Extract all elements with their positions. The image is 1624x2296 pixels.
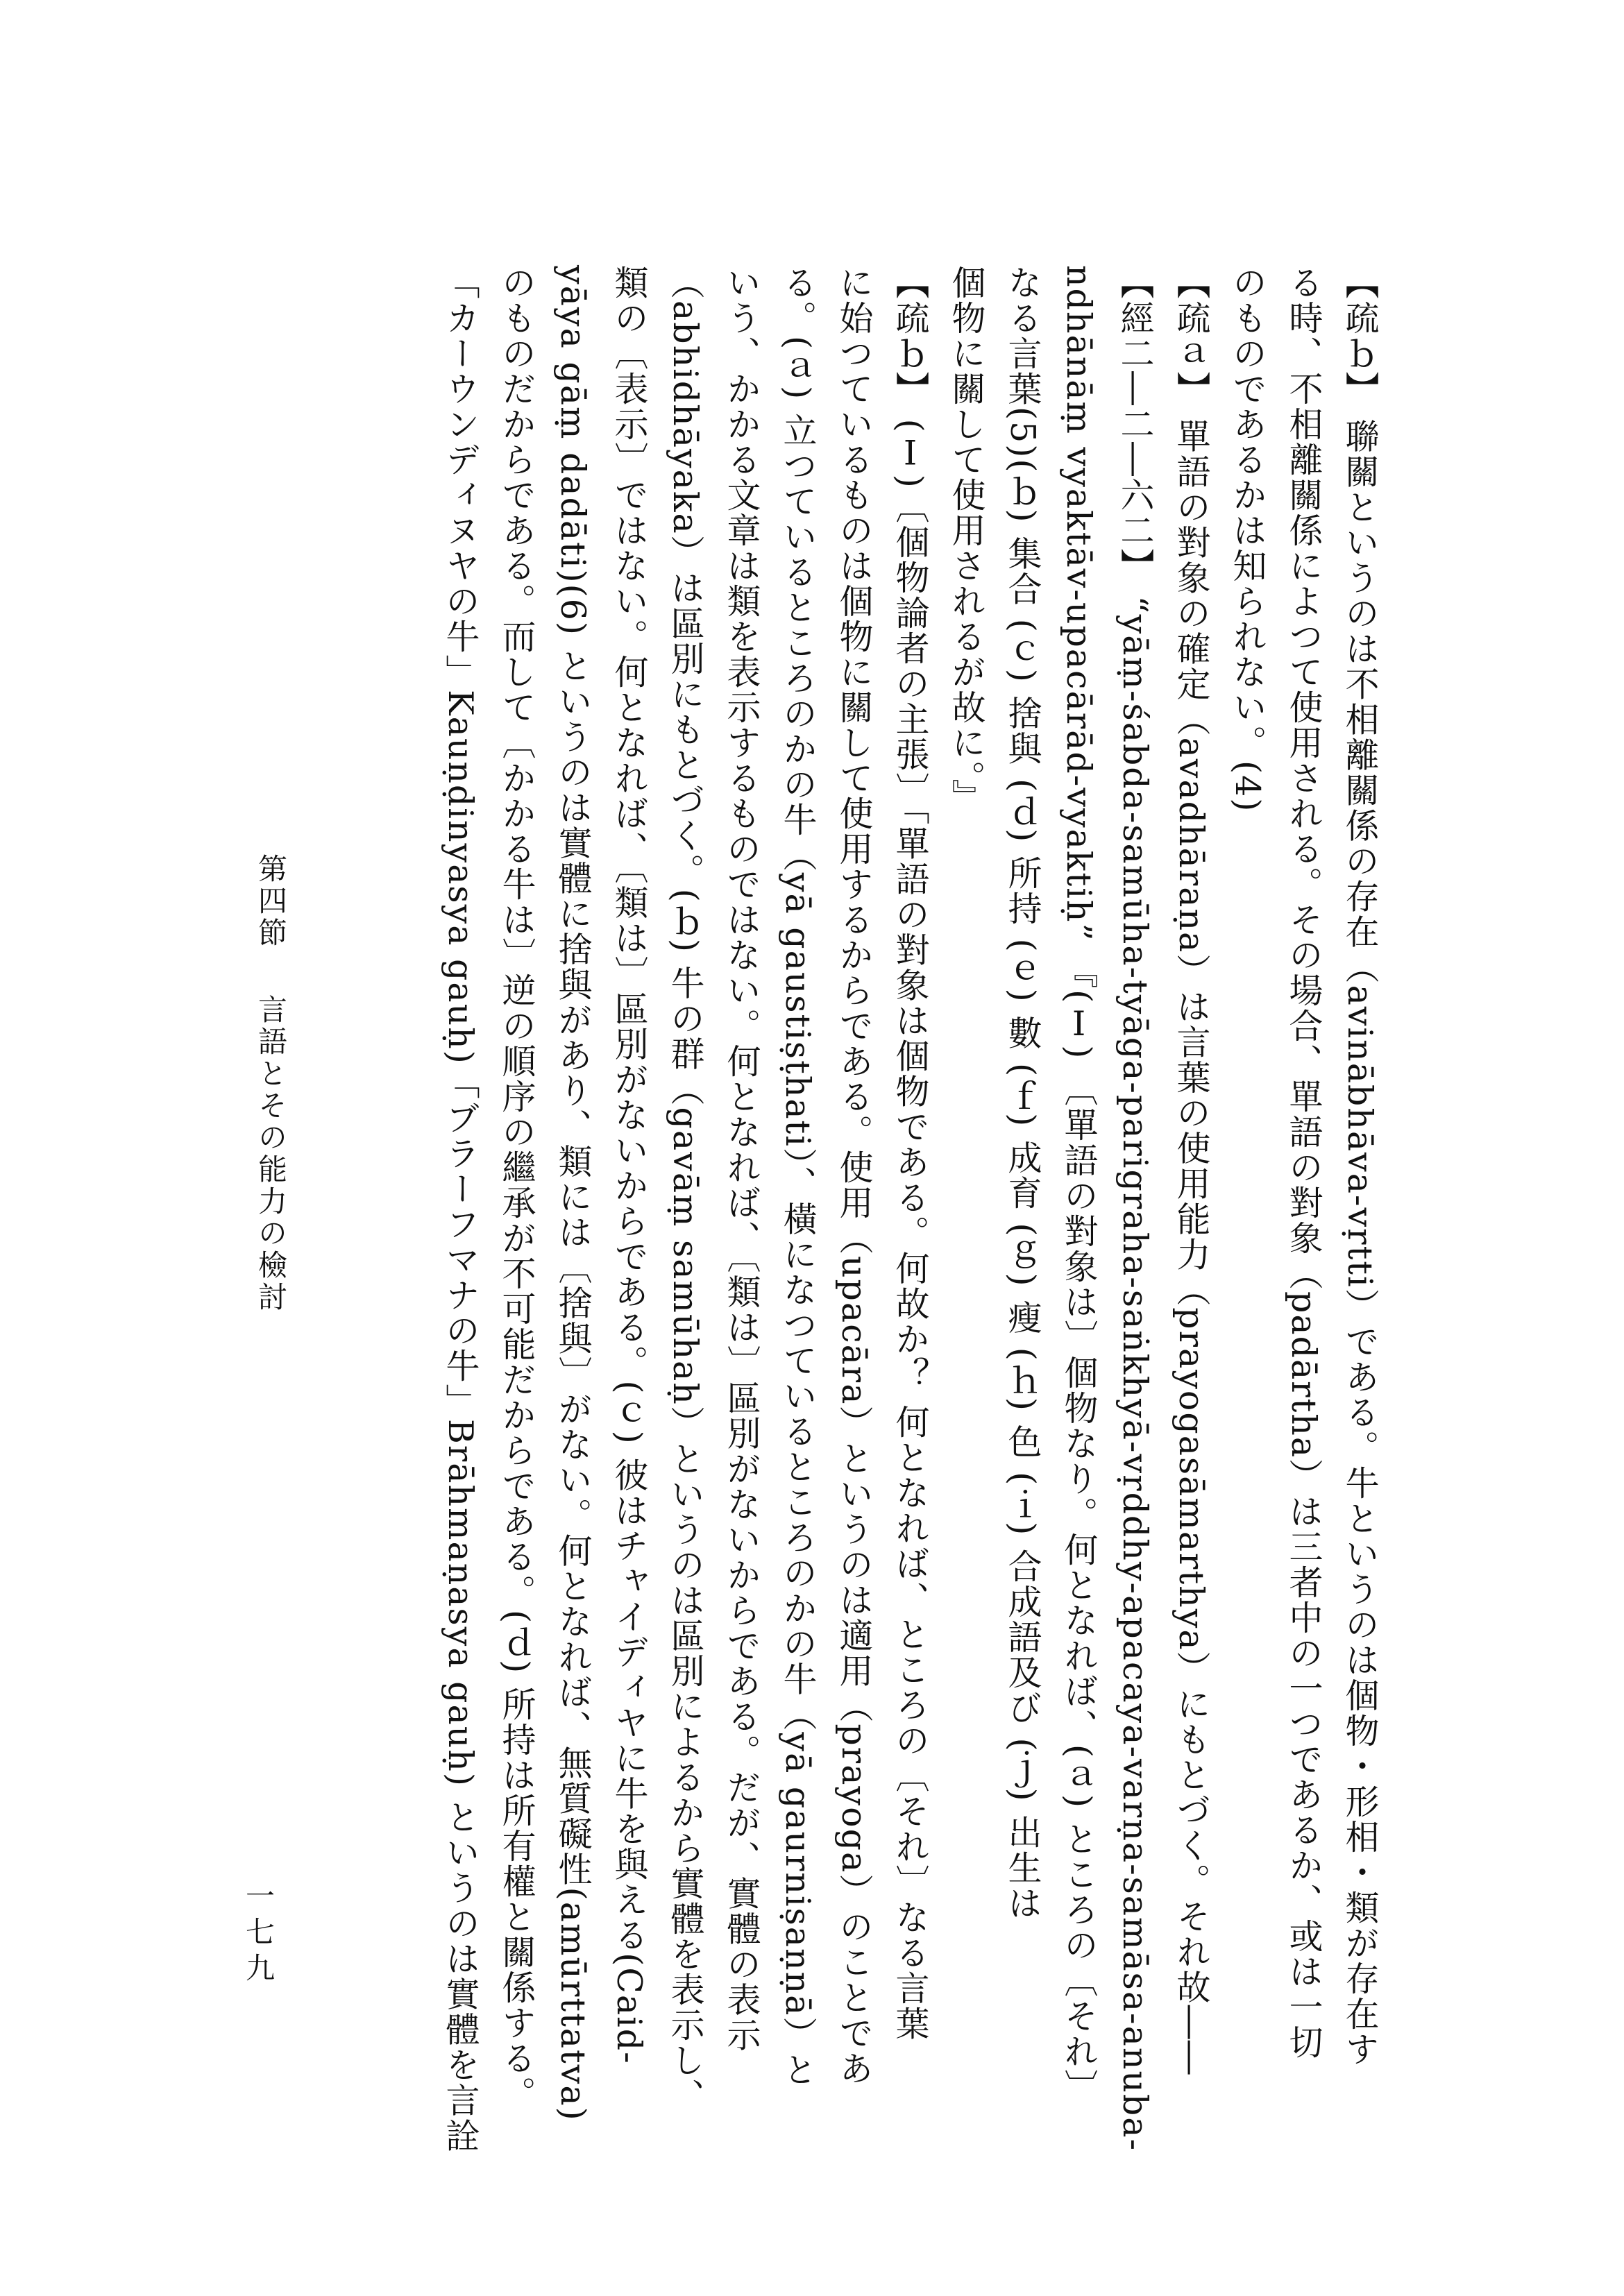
text-line: 類の〔表示〕ではない。何となれば、〔類は〕區別がないからである。(ｃ) 彼はチャイディヤに牛を與える(Caid- xyxy=(609,265,649,2065)
text-line: る。(ａ) 立つているところのかの牛（yā gaustiṣṭhati）、橫になつているところのかの牛（yā gaurniṣaṇṇā）と xyxy=(778,265,818,2088)
text-line: のものだからである。而して〔かかる牛は〕逆の順序の繼承が不可能だからである。(ｄ) 所持は所有權と關係する。 xyxy=(497,265,536,2111)
text-line: に始つているものは個物に關して使用するからである。使用（upacāra）というのは適用（prayoga）のことであ xyxy=(834,265,874,2086)
text-line: なる言葉(5)(ｂ) 集合 (ｃ) 捨與 (ｄ) 所持 (ｅ) 數 (ｆ) 成育 (ｇ) 瘦 (ｈ) 色 (ｉ) 合成語及び (ｊ) 出生は xyxy=(1003,265,1042,1921)
text-line: 個物に關して使用されるが故に。』 xyxy=(947,265,986,815)
page-number: 一七九 xyxy=(242,1880,276,1989)
text-line: ndhānāṃ vyaktāv-upacārād-vyaktiḥ” 『(Ⅰ) 〔單語の對象は〕個物なり。何となれば、(ａ) ところの〔それ〕 xyxy=(1059,265,1099,2104)
text-line: る時、不相離關係によつて使用される。その場合、單語の對象（padārtha）は三者中の一つであるか、或は一切 xyxy=(1284,265,1323,2061)
text-line: 【疏ｂ】 (Ⅰ)〔個物論者の主張〕「單語の對象は個物である。何故か？ 何となれば、ところの〔それ〕なる言葉 xyxy=(890,265,930,2041)
body-text xyxy=(416,265,1388,2154)
text-line: 「カーウンディヌヤの牛」Kauṇḍinyasya gauḥ)「ブラーフマナの牛」Brāhmaṇasya gauḥ) というのは實體を言詮 xyxy=(441,265,480,2154)
text-line: 【疏ｂ】 聯關というのは不相離關係の存在（avinābhāva-vṛtti）である。牛というのは個物・形相・類が存在す xyxy=(1340,265,1380,2067)
section-label: 第四節 xyxy=(254,853,288,949)
text-line: 【經二―二―六二】 “yāṃ-śabda-samūha-tyāga-parigraha-saṅkhyā-vṛddhy-apacaya-varṇa-samāsa-anuba- xyxy=(1115,265,1155,2152)
section-title: 言語とその能力の檢討 xyxy=(254,994,288,1314)
running-footer xyxy=(226,853,289,1422)
text-line: yāya gāṃ dadāti)(6) というのは實體に捨與があり、類には〔捨與〕がない。何となれば、無質礙性(amūrttatva) xyxy=(553,265,593,2122)
text-line: （abhidhāyaka）は區別にもとづく。(ｂ) 牛の群（gavāṃ samūhaḥ）というのは區別によるから實體を表示し、 xyxy=(666,265,705,2114)
text-line: 【疏ａ】 單語の對象の確定（avadhāraṇa）は言葉の使用能力（prayogasāmarthya）にもとづく。それ故―― xyxy=(1172,265,1211,2076)
text-line: いう、かかる文章は類を表示するものではない。何となれば、〔類は〕區別がないからである。だが、實體の表示 xyxy=(722,265,761,2053)
text-line: のものであるかは知られない。(4) xyxy=(1228,265,1267,813)
